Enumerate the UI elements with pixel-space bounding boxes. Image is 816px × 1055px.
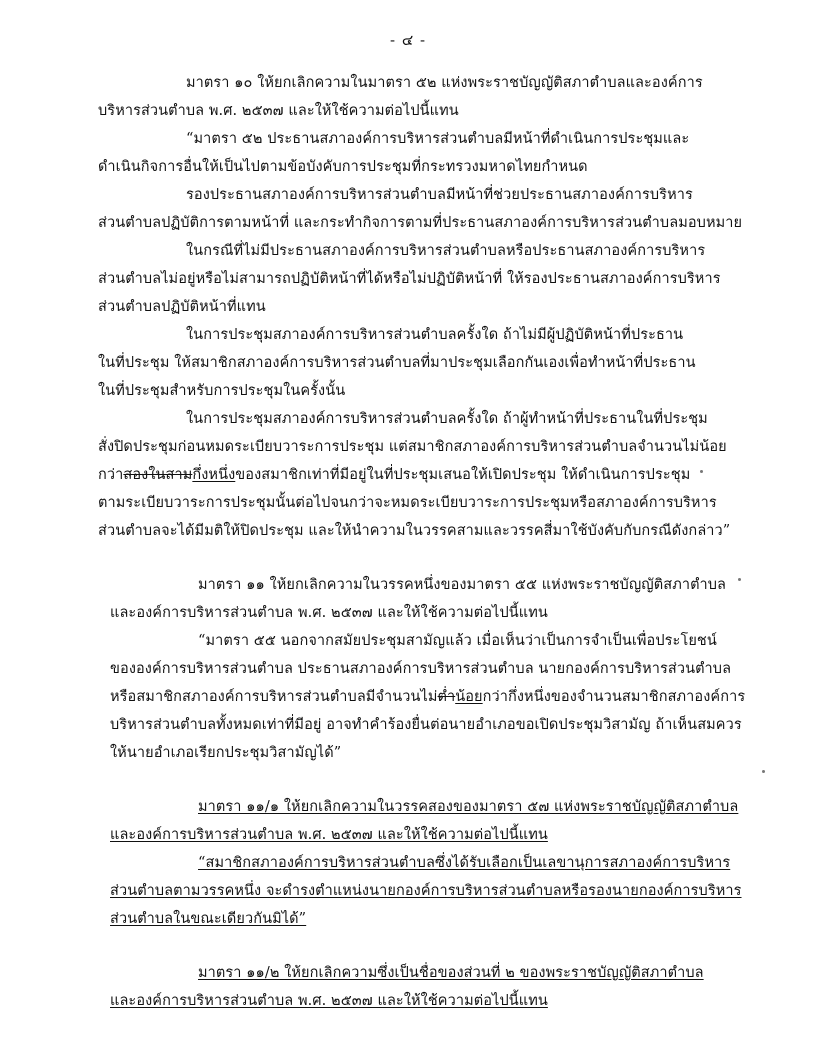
text-fragment: กว่ากึ่งหนึ่งของจำนวนสมาชิกสภาองค์การ	[482, 689, 746, 705]
text-line-amended	[98, 465, 690, 485]
text-line: ในที่ประชุม ให้สมาชิกสภาองค์การบริหารส่วนตำบลที่มาประชุมเลือกกันเองเพื่อทำหน้าที่ประธาน	[98, 355, 696, 371]
text-line-inserted: และองค์การบริหารส่วนตำบล พ.ศ. ๒๕๓๗ และให้ใช้ความต่อไปนี้แทน	[110, 993, 548, 1009]
struck-text: สองในสาม	[123, 467, 193, 483]
text-line: “มาตรา ๕๒ ประธานสภาองค์การบริหารส่วนตำบลมีหน้าที่ดำเนินการประชุมและ	[186, 131, 690, 147]
scan-speck	[738, 578, 741, 581]
text-line: ส่วนตำบลปฏิบัติหน้าที่แทน	[98, 299, 266, 315]
text-fragment: กว่า	[98, 467, 124, 483]
text-fragment: หรือสมาชิกสภาองค์การบริหารส่วนตำบลมีจำนวนไม่	[110, 689, 438, 705]
text-line: และองค์การบริหารส่วนตำบล พ.ศ. ๒๕๓๗ และให้ใช้ความต่อไปนี้แทน	[110, 605, 548, 621]
text-line-inserted: ส่วนตำบลตามวรรคหนึ่ง จะดำรงตำแหน่งนายกองค์การบริหารส่วนตำบลหรือรองนายกองค์การบริหาร	[110, 883, 742, 899]
text-line-amended	[110, 687, 745, 707]
text-line: ตามระเบียบวาระการประชุมนั้นต่อไปจนกว่าจะหมดระเบียบวาระการประชุมหรือสภาองค์การบริหาร	[98, 495, 717, 511]
text-line: ในการประชุมสภาองค์การบริหารส่วนตำบลครั้งใด ถ้าผู้ทำหน้าที่ประธานในที่ประชุม	[186, 411, 708, 427]
text-line-inserted: มาตรา ๑๑/๒ ให้ยกเลิกความซึ่งเป็นชื่อของส่วนที่ ๒ ของพระราชบัญญัติสภาตำบล	[198, 965, 704, 981]
struck-text: ต่ำ	[437, 689, 456, 705]
text-fragment: ของสมาชิกเท่าที่มีอยู่ในที่ประชุมเสนอให้เปิดประชุม ให้ดำเนินการประชุม	[235, 467, 691, 483]
text-line: ดำเนินกิจการอื่นให้เป็นไปตามข้อบังคับการประชุมที่กระทรวงมหาดไทยกำหนด	[98, 159, 588, 175]
text-line: สั่งปิดประชุมก่อนหมดระเบียบวาระการประชุม แต่สมาชิกสภาองค์การบริหารส่วนตำบลจำนวนไม่น้อย	[98, 439, 727, 455]
text-line-inserted: และองค์การบริหารส่วนตำบล พ.ศ. ๒๕๓๗ และให้ใช้ความต่อไปนี้แทน	[110, 827, 548, 843]
text-line: บริหารส่วนตำบล พ.ศ. ๒๕๓๗ และให้ใช้ความต่อไปนี้แทน	[98, 103, 459, 119]
text-line: ในกรณีที่ไม่มีประธานสภาองค์การบริหารส่วนตำบลหรือประธานสภาองค์การบริหาร	[186, 243, 706, 259]
text-line: ในที่ประชุมสำหรับการประชุมในครั้งนั้น	[98, 383, 346, 399]
text-line: บริหารส่วนตำบลทั้งหมดเท่าที่มีอยู่ อาจทำคำร้องยื่นต่อนายอำเภอขอเปิดประชุมวิสามัญ ถ้าเห็นสมควร	[110, 717, 742, 733]
text-line-inserted: มาตรา ๑๑/๑ ให้ยกเลิกความในวรรคสองของมาตรา ๕๗ แห่งพระราชบัญญัติสภาตำบล	[198, 799, 739, 815]
text-line-inserted: “สมาชิกสภาองค์การบริหารส่วนตำบลซึ่งได้รับเลือกเป็นเลขานุการสภาองค์การบริหาร	[198, 855, 731, 871]
text-line: “มาตรา ๕๕ นอกจากสมัยประชุมสามัญแล้ว เมื่อเห็นว่าเป็นการจำเป็นเพื่อประโยชน์	[198, 633, 717, 649]
inserted-text: น้อย	[455, 689, 483, 705]
inserted-text: กึ่งหนึ่ง	[192, 467, 236, 483]
text-line: ในการประชุมสภาองค์การบริหารส่วนตำบลครั้งใด ถ้าไม่มีผู้ปฏิบัติหน้าที่ประธาน	[186, 327, 684, 343]
scan-speck	[762, 770, 765, 773]
text-line: ขององค์การบริหารส่วนตำบล ประธานสภาองค์การบริหารส่วนตำบล นายกองค์การบริหารส่วนตำบล	[110, 661, 732, 677]
text-line-inserted: ส่วนตำบลในขณะเดียวกันมิได้”	[110, 911, 307, 927]
text-line: ส่วนตำบลไม่อยู่หรือไม่สามารถปฏิบัติหน้าที่ได้หรือไม่ปฏิบัติหน้าที่ ให้รองประธานสภาองค์การบริหาร	[98, 271, 721, 287]
text-line: ส่วนตำบลจะได้มีมติให้ปิดประชุม และให้นำความในวรรคสามและวรรคสี่มาใช้บังคับกับกรณีดังกล่าว”	[98, 523, 731, 539]
text-line: มาตรา ๑๐ ให้ยกเลิกความในมาตรา ๕๒ แห่งพระราชบัญญัติสภาตำบลและองค์การ	[186, 75, 703, 91]
text-line: ส่วนตำบลปฏิบัติการตามหน้าที่ และกระทำกิจการตามที่ประธานสภาองค์การบริหารส่วนตำบลมอบหมาย	[98, 215, 743, 231]
text-line: มาตรา ๑๑ ให้ยกเลิกความในวรรคหนึ่งของมาตรา ๕๕ แห่งพระราชบัญญัติสภาตำบล	[198, 577, 727, 593]
text-line: ให้นายอำเภอเรียกประชุมวิสามัญได้”	[110, 745, 342, 761]
text-line: รองประธานสภาองค์การบริหารส่วนตำบลมีหน้าที่ช่วยประธานสภาองค์การบริหาร	[186, 187, 693, 203]
scan-speck	[700, 470, 703, 473]
page-number: - ๔ -	[389, 31, 427, 49]
